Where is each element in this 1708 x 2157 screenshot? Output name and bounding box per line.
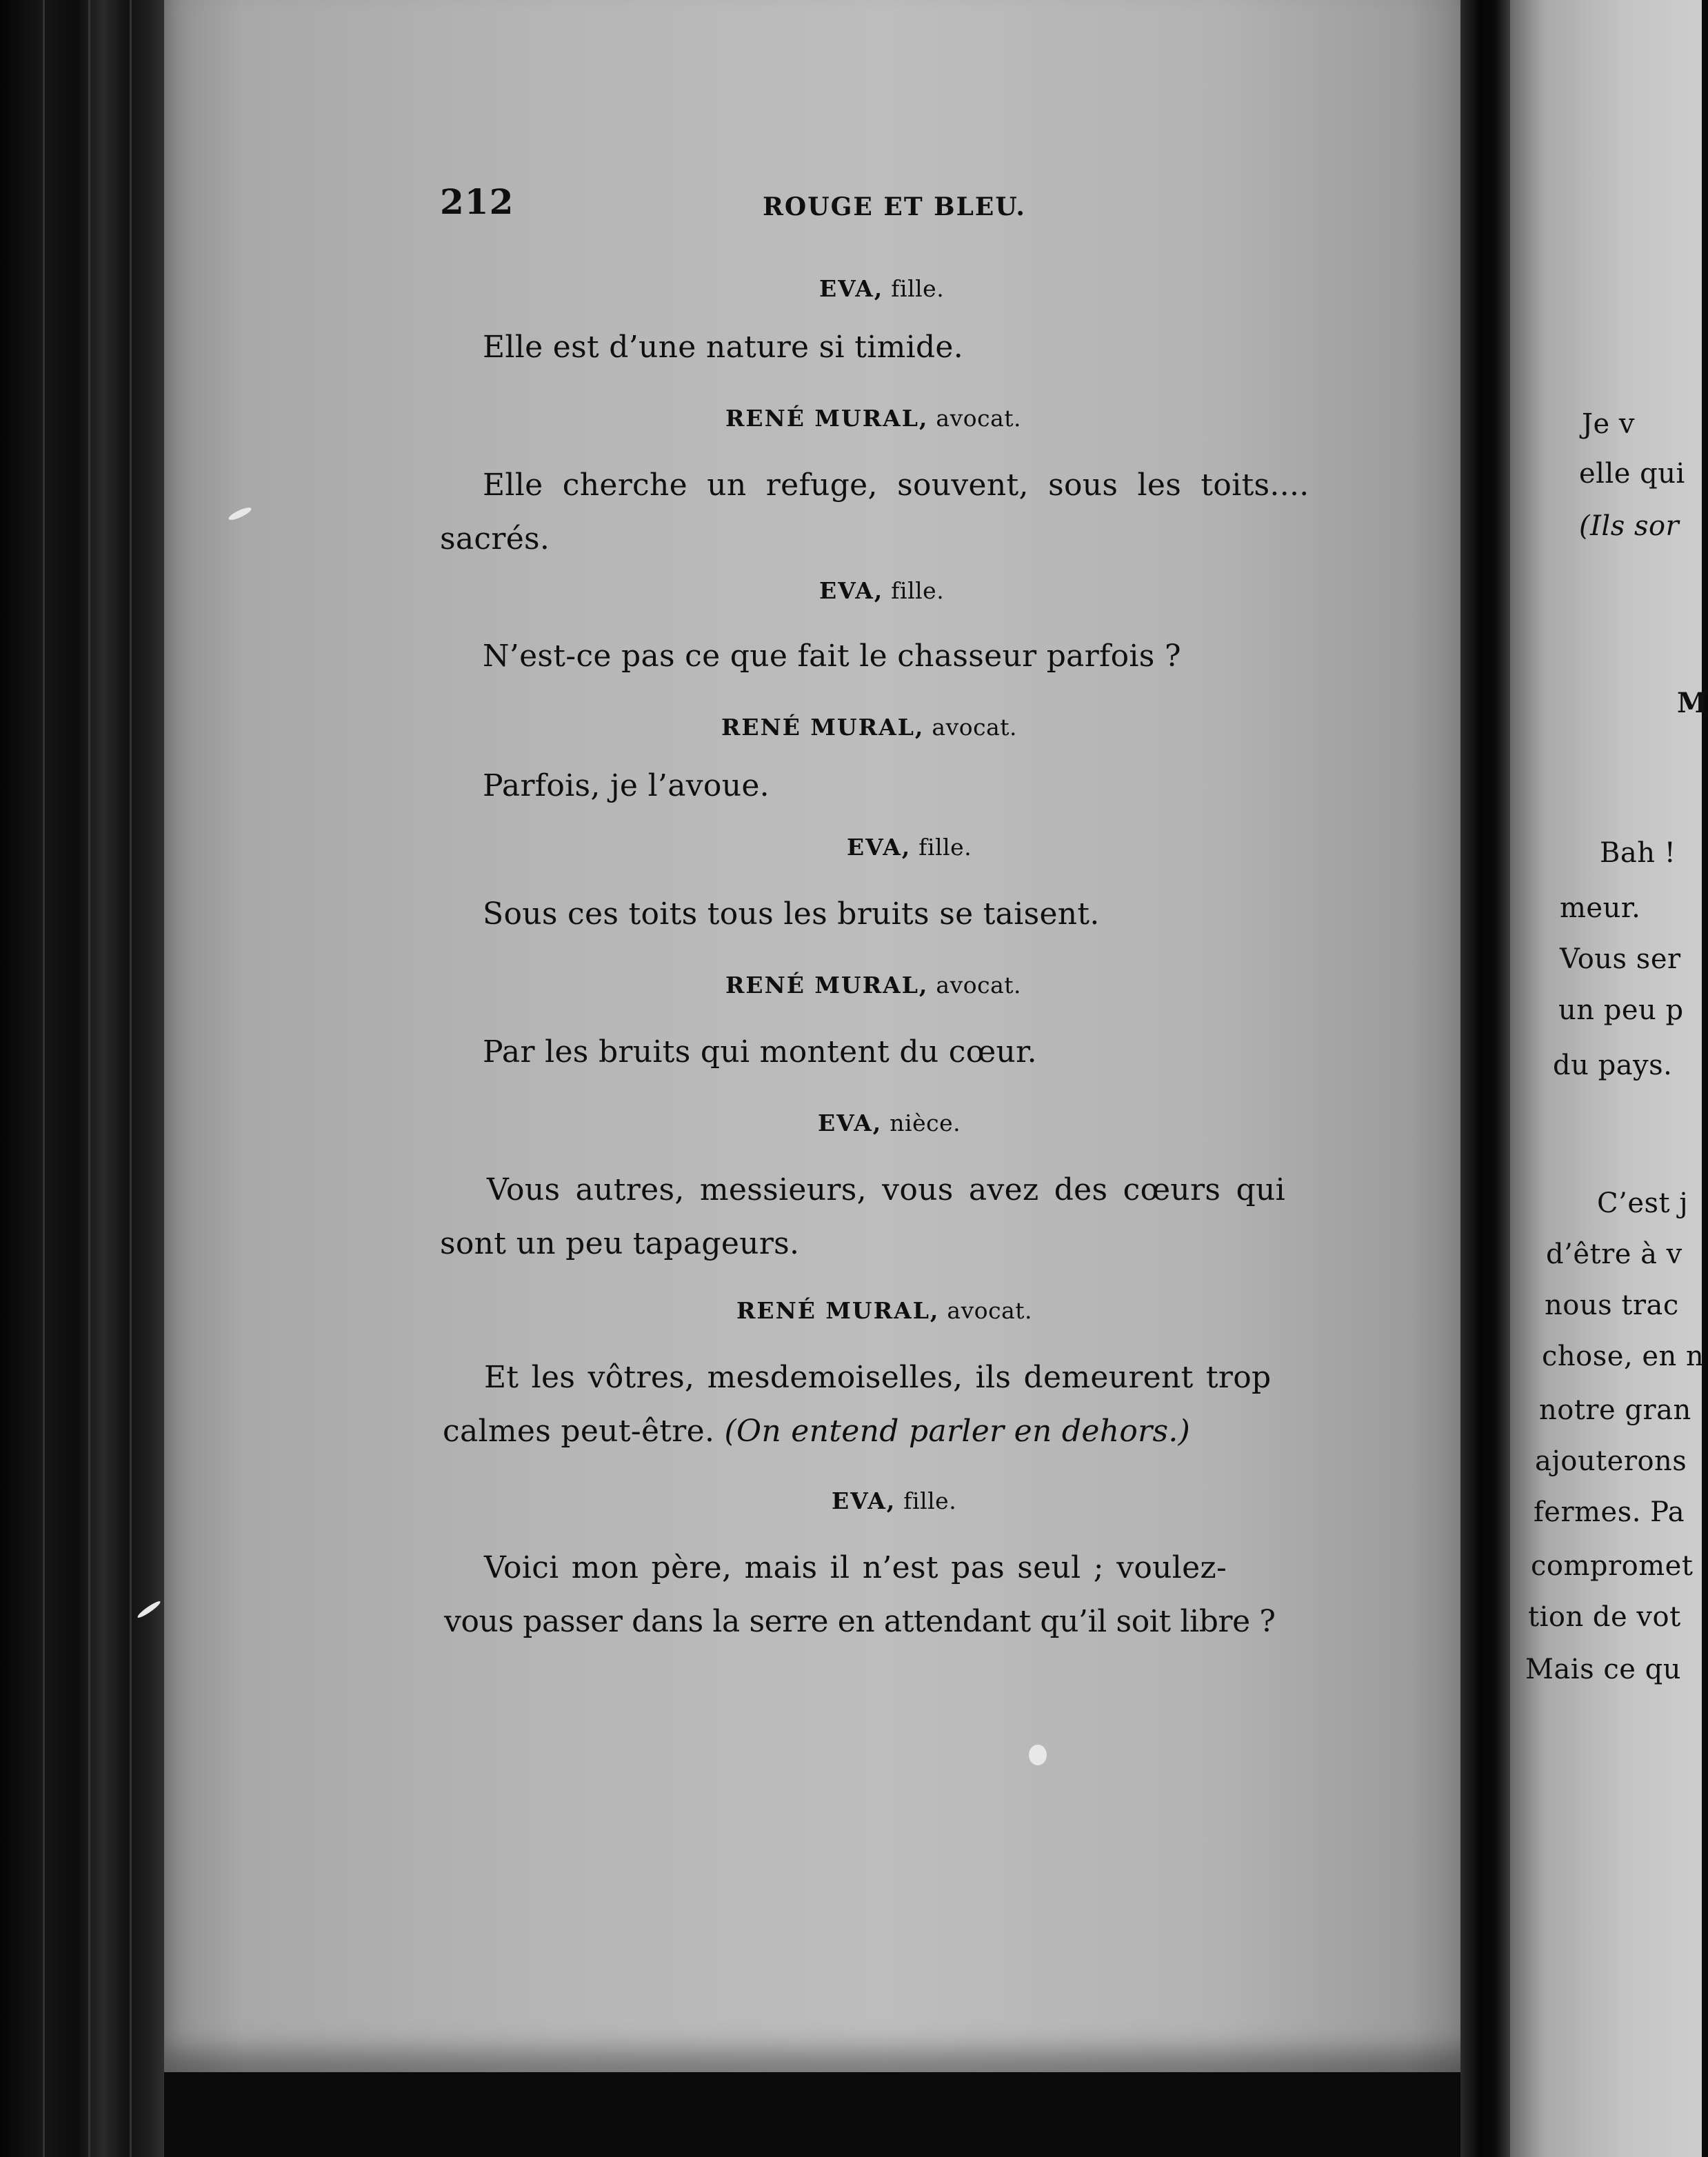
facing-page-fragment: Vous ser (1560, 943, 1681, 975)
speaker-heading: RENÉ MURAL, avocat. (725, 972, 1022, 999)
facing-page-fragment: d’être à v (1546, 1238, 1682, 1270)
facing-page-fragment: ajouterons (1535, 1445, 1687, 1477)
dialogue-line: Par les bruits qui montent du cœur. (483, 1034, 1037, 1070)
facing-page-fragment: du pays. (1553, 1050, 1673, 1081)
facing-page-fragment: (Ils sor (1579, 510, 1680, 542)
page-gutter (1460, 0, 1510, 2157)
speaker-heading: EVA, fille. (832, 1487, 957, 1514)
facing-page-fragment: chose, en n (1542, 1341, 1705, 1372)
dialogue-line: Voici mon père, mais il n’est pas seul ; voulez- (484, 1550, 1227, 1585)
book-binding-edge (0, 0, 172, 2157)
dialogue-line: Et les vôtres, mesdemoiselles, ils demeurent trop (484, 1360, 1272, 1395)
facing-page-fragment: tion de vot (1528, 1601, 1681, 1633)
dialogue-line: calmes peut-être. (On entend parler en dehors.) (443, 1414, 1191, 1449)
dialogue-line: vous passer dans la serre en attendant qu’il soit libre ? (444, 1604, 1276, 1639)
facing-page-fragment: Je v (1582, 408, 1636, 440)
stage-direction: (On entend parler en dehors.) (724, 1414, 1191, 1449)
dialogue-line: Elle est d’une nature si timide. (483, 330, 964, 365)
facing-page-fragment: meur. (1560, 892, 1641, 924)
facing-page-fragment: C’est j (1597, 1187, 1689, 1219)
dialogue-line: N’est-ce pas ce que fait le chasseur parfois ? (483, 639, 1181, 674)
facing-page-fragment: un peu p (1558, 994, 1684, 1026)
dialogue-line: sont un peu tapageurs. (440, 1226, 800, 1261)
facing-page-fragment: notre gran (1539, 1394, 1691, 1426)
speaker-heading: RENÉ MURAL, avocat. (725, 405, 1022, 432)
facing-page-fragment: elle qui (1579, 458, 1685, 490)
facing-page-fragment: nous trac (1545, 1290, 1679, 1321)
speaker-heading: RENÉ MURAL, avocat. (736, 1297, 1033, 1324)
speaker-heading: EVA, fille. (819, 275, 945, 302)
facing-page-fragment: Mais ce qu (1525, 1654, 1681, 1685)
running-title: ROUGE ET BLEU. (763, 192, 1026, 221)
speaker-heading: RENÉ MURAL, avocat. (721, 714, 1018, 741)
facing-page-fragment: M (1677, 687, 1708, 719)
facing-page (1510, 0, 1708, 2157)
dialogue-line: Sous ces toits tous les bruits se taisent. (483, 896, 1100, 932)
dialogue-line: Elle cherche un refuge, souvent, sous les toits.... (483, 468, 1309, 503)
facing-page-fragment: Bah ! (1600, 837, 1676, 869)
speaker-heading: EVA, nièce. (818, 1110, 961, 1136)
dialogue-line: Parfois, je l’avoue. (483, 768, 770, 803)
facing-page-fragment: fermes. Pa (1534, 1496, 1685, 1528)
page-number: 212 (440, 181, 514, 222)
speaker-heading: EVA, fille. (819, 577, 945, 604)
facing-page-fragment: compromet (1531, 1550, 1694, 1582)
scan-speck (1029, 1745, 1047, 1765)
speaker-heading: EVA, fille. (847, 834, 972, 861)
dialogue-line: sacrés. (440, 521, 550, 556)
dialogue-line: Vous autres, messieurs, vous avez des cœurs qui (487, 1172, 1286, 1207)
